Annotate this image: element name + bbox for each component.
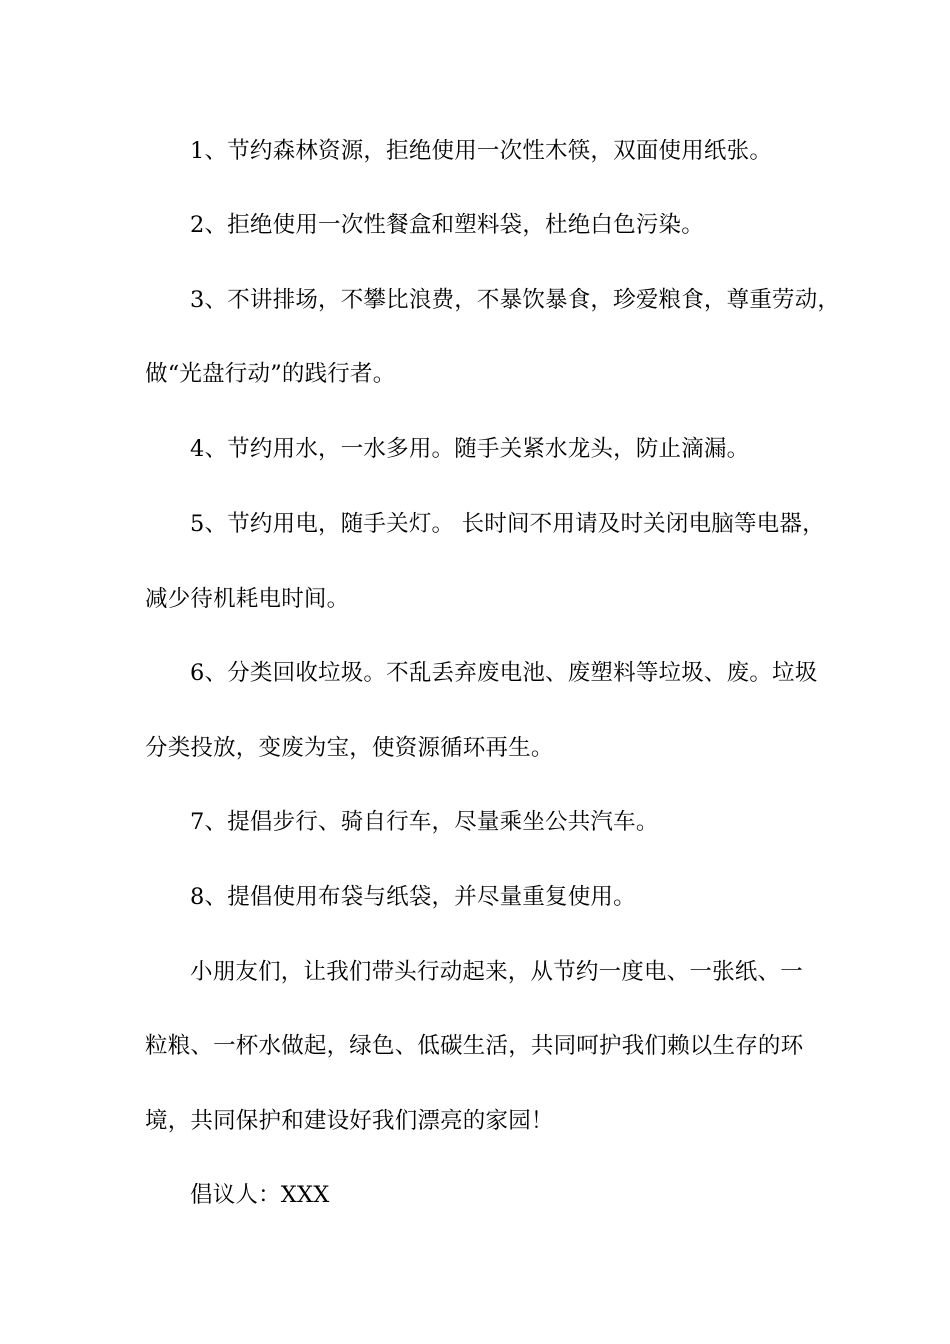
item-7-line: 7、提倡步行、骑自行车，尽量乘坐公共汽车。	[190, 809, 659, 835]
item-3-line-2: 做“光盘行动”的践行者。	[145, 361, 396, 387]
item-6-line-1: 6、分类回收垃圾。不乱丢弃废电池、废塑料等垃圾、废。垃圾	[190, 660, 818, 686]
item-3-line-1: 3、不讲排场，不攀比浪费，不暴饮暴食，珍爱粮食，尊重劳动，	[190, 287, 841, 313]
item-1-line: 1、节约森林资源，拒绝使用一次性木筷，双面使用纸张。	[190, 138, 773, 164]
item-6-line-2: 分类投放，变废为宝，使资源循环再生。	[145, 735, 554, 761]
item-5-line-2: 减少待机耗电时间。	[145, 586, 350, 612]
item-4-line: 4、节约用水，一水多用。随手关紧水龙头，防止滴漏。	[190, 436, 750, 462]
closing-paragraph-line-3: 境，共同保护和建设好我们漂亮的家园！	[145, 1108, 554, 1134]
closing-paragraph-line-1: 小朋友们，让我们带头行动起来，从节约一度电、一张纸、一	[190, 959, 803, 985]
closing-paragraph-line-2: 粒粮、一杯水做起，绿色、低碳生活，共同呵护我们赖以生存的环	[145, 1033, 804, 1059]
item-2-line: 2、拒绝使用一次性餐盒和塑料袋，杜绝白色污染。	[190, 212, 704, 238]
proposer-line: 倡议人：XXX	[190, 1182, 330, 1208]
item-8-line: 8、提倡使用布袋与纸袋，并尽量重复使用。	[190, 884, 636, 910]
item-5-line-1: 5、节约用电，随手关灯。 长时间不用请及时关闭电脑等电器，	[190, 511, 825, 537]
